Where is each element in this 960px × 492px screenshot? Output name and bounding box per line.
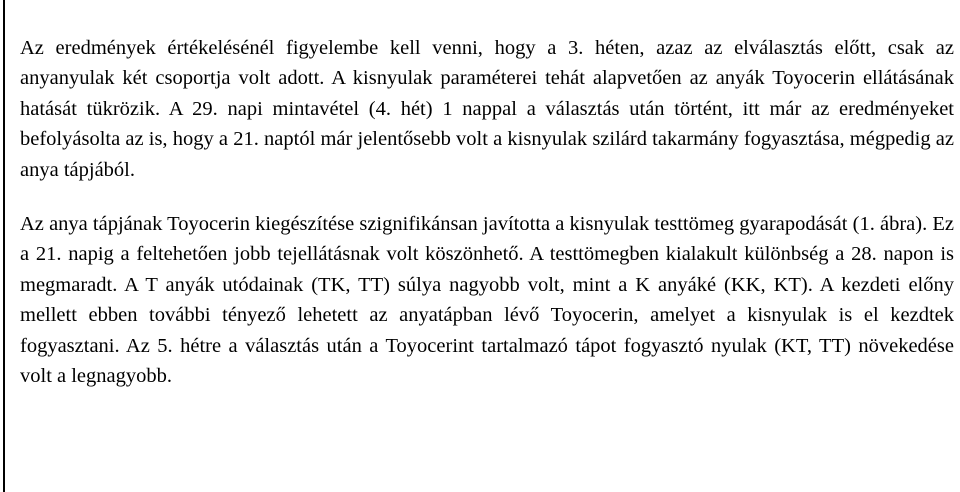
left-margin-rule [3, 0, 5, 492]
document-body [20, 33, 954, 391]
paragraph-1: Az eredmények értékelésénél figyelembe kell venni, hogy a 3. héten, azaz az elválasztás előtt, csak az anyanyulak két csoportja volt adott. A kisnyulak paraméterei tehát alapvetően az anyák Toyocerin ellátásának hatását tükrözik. A 29. napi mintavétel (4. hét) 1 nappal a választás után történt, itt már az eredményeket befolyásolta az is, hogy a 21. naptól már jelentősebb volt a kisnyulak szilárd takarmány fogyasztása, mégpedig az anya tápjából. [20, 37, 954, 181]
paragraph-2: Az anya tápjának Toyocerin kiegészítése szignifikánsan javította a kisnyulak testtömeg gyarapodását (1. ábra). Ez a 21. napig a feltehetően jobb tejellátásnak volt köszönhető. A testtömegben kialakult különbség a 28. napon is megmaradt. A T anyák utódainak (TK, TT) súlya nagyobb volt, mint a K anyáké (KK, KT). A kezdeti előny mellett ebben további tényező lehetett az anyatápban lévő Toyocerin, amelyet a kisnyulak is el kezdtek fogyasztani. Az 5. hétre a választás után a Toyocerint tartalmazó tápot fogyasztó nyulak (KT, TT) növekedése volt a legnagyobb. [20, 213, 954, 388]
